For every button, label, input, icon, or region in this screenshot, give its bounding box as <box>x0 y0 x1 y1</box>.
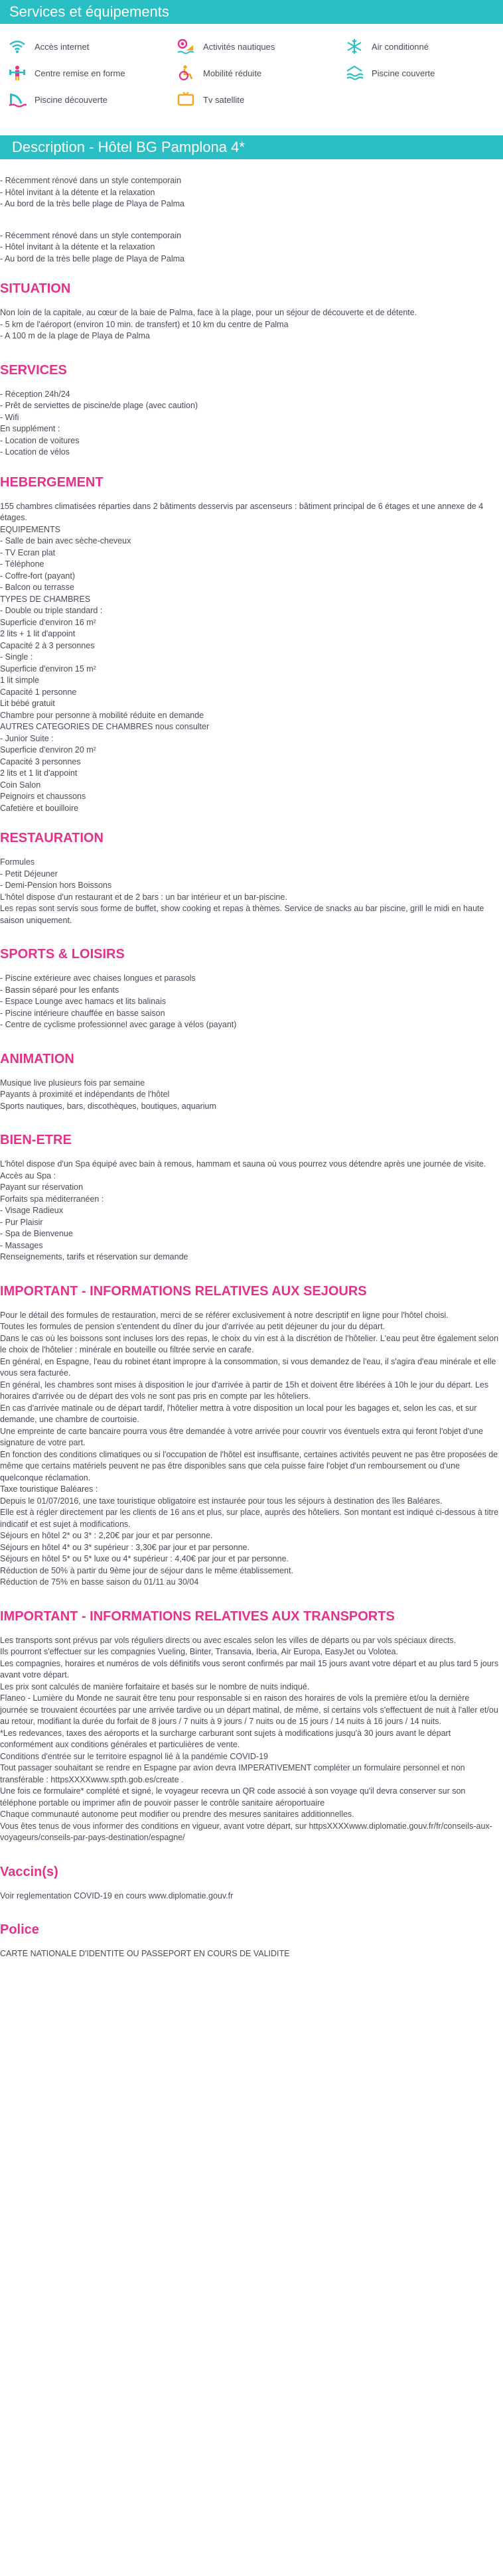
sports-title: SPORTS & LOISIRS <box>0 947 125 962</box>
fitness-icon <box>8 65 27 81</box>
slide-icon <box>8 92 27 107</box>
situation-text: Non loin de la capitale, au cœur de la baie de Palma, face à la plage, pour un séjour de découverte et de détente. - 5 km de l'aéroport (environ 10 min. de transfert) et 10 km du centre de Palma - A 100 m de la plage de Playa de Palma <box>0 308 417 340</box>
sejours-title: IMPORTANT - INFORMATIONS RELATIVES AUX SEJOURS <box>0 1283 367 1299</box>
description-intro-1: - Récemment rénové dans un style contemporain - Hôtel invitant à la détente et la relaxation - Au bord de la très belle plage de Playa de Palma <box>0 176 184 208</box>
equipement-label: Piscine couverte <box>372 68 435 78</box>
vaccin-title: Vaccin(s) <box>0 1864 58 1879</box>
hebergement-text: 155 chambres climatisées réparties dans 2 bâtiments desservis par ascenseurs : bâtiment principal de 6 étages et une annexe de 4 étages. EQUIPEMENTS - Salle de bain avec sèche-cheveux - TV Ecran plat - Téléphone - Coffre-fort (payant) - Balcon ou terrasse TYPES DE CHAMBRES - Double ou triple standard : Superficie d'environ 16 m² 2 lits + 1 lit d'appoint Capacité 2 à 3 personnes - Single : Superficie d'environ 15 m² 1 lit simple Capacité 1 personne Lit bébé gratuit Chambre pour personne à mobilité réduite en demande AUTRES CATEGORIES DE CHAMBRES nous consulter - Junior Suite : Superficie d'environ 20 m² Capacité 3 personnes 2 lits et 1 lit d'appoint Coin Salon Peignoirs et chaussons Cafetière et bouilloire <box>0 501 484 813</box>
wheelchair-icon <box>177 65 195 81</box>
animation-text: Musique live plusieurs fois par semaine Payants à proximité et indépendants de l'hôtel Sports nautiques, bars, discothèques, boutiques, aquarium <box>0 1078 216 1111</box>
snowflake-icon <box>345 38 364 54</box>
equipement-item-fitness <box>0 60 169 86</box>
vaccin-text: Voir reglementation COVID-19 en cours www.diplomatie.gouv.fr <box>0 1891 234 1900</box>
description-banner: Description - Hôtel BG Pamplona 4* <box>0 135 503 159</box>
situation-title: SITUATION <box>0 281 71 296</box>
bienetre-text: L'hôtel dispose d'un Spa équipé avec bain à remous, hammam et sauna où vous pourrez vous détendre après une journée de visite. Accès au Spa : Payant sur réservation Forfaits spa méditerranéen : - Visage Radieux - Pur Plaisir - Spa de Bienvenue - Massages Renseignements, tarifs et réservation sur demande <box>0 1159 486 1261</box>
transports-text: Les transports sont prévus par vols réguliers directs ou avec escales selon les villes de départs ou par vols spéciaux directs. Ils pourront s'effectuer sur les compagnies Vueling, Binter, Transavia, Iberia, Air Europa, EasyJet ou Volotea. Les compagnies, horaires et numéros de vols définitifs vous seront confirmés par mail 15 jours avant votre départ et au plus tard 5 jours avant votre départ. Les prix sont calculés de manière forfaitaire et basés sur le nombre de nuits indiqué. Flaneo - Lumière du Monde ne saurait être tenu pour responsable si en raison des horaires de vols la première et/ou la dernière journée se trouvaient écourtées par une arrivée tardive ou un départ matinal, de même, si certains vols s'effectuent de nuit à l'aller et/ou au retour, modifiant la durée du forfait de 8 jours / 7 nuits à 9 jours / 7 nuits ou de 15 jours / 14 nuits à 16 jours / 14 nuits. *Les redevances, taxes des aéroports et la surcharge carburant sont sujets à modifications jusqu'à 30 jours avant le départ conformément aux conditions générales et particulières de vente. Conditions d'entrée sur le territoire espagnol lié à la pandémie COVID-19 Tout passager souhaitant se rendre en Espagne par avion devra IMPERATIVEMENT compléter un formulaire personnel et non transférable : httpsXXXXwww.spth.gob.es/create . Une fois ce formulaire* complété et signé, le voyageur recevra un QR code associé à son voyage qu'il devra conserver sur son téléphone portable ou imprimer afin de pouvoir passer le contrôle sanitaire aéroportuaire Chaque communauté autonome peut modifier ou prendre des mesures sanitaires additionnelles. Vous êtes tenus de vous informer des conditions en vigueur, avant votre départ, sur httpsXXXXwww.diplomatie.gouv.fr/fr/conseils-aux-voyageurs/conseils-par-pays-destination/espagne/ <box>0 1635 499 1842</box>
equipement-label: Piscine découverte <box>35 94 108 105</box>
description-content <box>0 159 503 1960</box>
equipement-item-nautique <box>169 33 337 60</box>
wifi-icon <box>8 38 27 54</box>
hebergement-title: HEBERGEMENT <box>0 474 104 490</box>
equipement-item-clim <box>337 33 503 60</box>
equipement-label: Air conditionné <box>372 41 429 52</box>
police-title: Police <box>0 1922 39 1937</box>
equipement-item-internet <box>0 33 169 60</box>
services-text: - Réception 24h/24 - Prêt de serviettes de piscine/de plage (avec caution) - Wifi En supplément : - Location de voitures - Location de vélos <box>0 389 198 457</box>
equipement-label: Mobilité réduite <box>203 68 262 78</box>
transports-title: IMPORTANT - INFORMATIONS RELATIVES AUX TRANSPORTS <box>0 1609 395 1624</box>
description-intro-2: - Récemment rénové dans un style contemporain - Hôtel invitant à la détente et la relaxation - Au bord de la très belle plage de Playa de Palma <box>0 230 184 263</box>
equipement-label: Activités nautiques <box>203 41 275 52</box>
nautical-icon <box>177 38 195 54</box>
police-text: CARTE NATIONALE D'IDENTITE OU PASSEPORT EN COURS DE VALIDITE <box>0 1949 290 1958</box>
restauration-text: Formules - Petit Déjeuner - Demi-Pension hors Boissons L'hôtel dispose d'un restaurant et de 2 bars : un bar intérieur et un bar-piscine. Les repas sont servis sous forme de buffet, show cooking et repas à thèmes. Service de snacks au bar piscine, grill le midi en haute saison uniquement. <box>0 857 484 925</box>
equipement-item-piscine-couverte <box>337 60 503 86</box>
equipements-grid <box>0 24 503 113</box>
equipement-item-mobilite <box>169 60 337 86</box>
sports-text: - Piscine extérieure avec chaises longues et parasols - Bassin séparé pour les enfants - Espace Lounge avec hamacs et lits balinais - Piscine intérieure chauffée en basse saison - Centre de cyclisme professionnel avec garage à vélos (payant) <box>0 973 237 1029</box>
equipement-item-tv <box>169 86 337 113</box>
equipement-item-piscine-decouverte <box>0 86 169 113</box>
equipement-label: Tv satellite <box>203 94 245 105</box>
equipement-label: Centre remise en forme <box>35 68 125 78</box>
services-title: SERVICES <box>0 362 67 378</box>
services-banner: Services et équipements <box>0 0 503 24</box>
restauration-title: RESTAURATION <box>0 831 104 845</box>
pool-icon <box>345 65 364 81</box>
equipement-label: Accès internet <box>35 41 90 52</box>
tv-icon <box>177 92 195 107</box>
animation-title: ANIMATION <box>0 1051 74 1066</box>
bienetre-title: BIEN-ETRE <box>0 1133 72 1147</box>
sejours-text: Pour le détail des formules de restauration, merci de se référer exclusivement à notre descriptif en ligne pour l'hôtel choisi. Toutes les formules de pension s'entendent du dîner du jour d'arrivée au petit déjeuner du jour du départ. Dans le cas où les boissons sont incluses lors des repas, le choix du vin est à la discrétion de l'hôtelier. L'eau peut être également selon le choix de l'hôtelier : minérale en bouteille ou filtrée servie en carafe. En général, en Espagne, l'eau du robinet étant impropre à la consommation, si vous demandez de l'eau, il s'agira d'eau minérale et elle vous sera facturée. En général, les chambres sont mises à disposition le jour d'arrivée à partir de 15h et doivent être libérées à 10h le jour du départ. Les horaires d'arrivée ou de départ des vols ne sont pas pris en compte par les hôteliers. En cas d'arrivée matinale ou de départ tardif, l'hôtelier mettra à votre disposition un local pour les bagages et, selon les cas, et sur demande, une chambre de courtoisie. Une empreinte de carte bancaire pourra vous être demandée à votre arrivée pour couvrir vos éventuels extra qui feront l'objet d'une signature de votre part. En fonction des conditions climatiques ou si l'occupation de l'hôtel est insuffisante, certaines activités peuvent ne pas être proposées de même que certains matériels peuvent ne pas être disponibles sans que cela puisse faire l'objet d'un remboursement ou d'une quelconque réclamation. Taxe touristique Baléares : Depuis le 01/07/2016, une taxe touristique obligatoire est instaurée pour tous les séjours à destination des îles Baléares. Elle est à régler directement par les clients de 16 ans et plus, sur place, auprès des hôteliers. Son montant est indiqué ci-dessous à titre indicatif et est sujet à modifications. Séjours en hôtel 2* ou 3* : 2,20€ par jour et par personne. Séjours en hôtel 4* ou 3* supérieur : 3,30€ par jour et par personne. Séjours en hôtel 5* ou 5* luxe ou 4* supérieur : 4,40€ par jour et par personne. Réduction de 50% à partir du 9ème jour de séjour dans le même établissement. Réduction de 75% en basse saison du 01/11 au 30/04 <box>0 1310 499 1587</box>
